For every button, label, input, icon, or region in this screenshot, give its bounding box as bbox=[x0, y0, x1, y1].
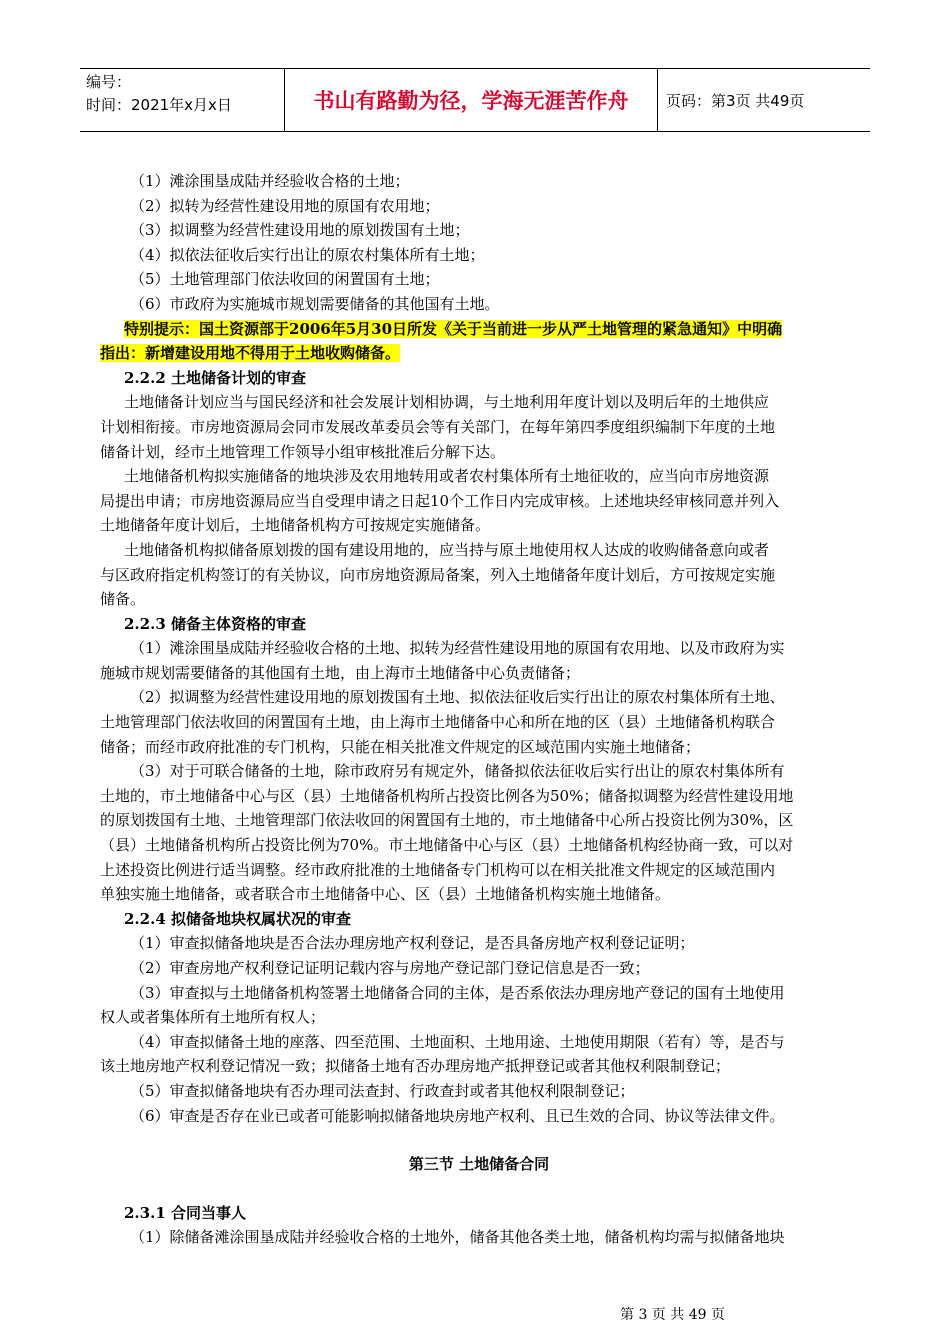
list-item: （3）审查拟与土地储备机构签署土地储备合同的主体，是否系依法办理房地产登记的国有土地使用 bbox=[130, 983, 785, 1002]
paragraph-line: （2）拟调整为经营性建设用地的原划拨国有土地、拟依法征收后实行出让的原农村集体所有土地、 bbox=[130, 688, 785, 707]
page-header bbox=[80, 68, 870, 132]
list-item: （4）审查拟储备土地的座落、四至范围、土地面积、土地用途、土地使用期限（若有）等，是否与 bbox=[130, 1032, 785, 1051]
number-label: 编号： bbox=[86, 73, 132, 91]
section-heading: 2.2.4 拟储备地块权属状况的审查 bbox=[124, 909, 351, 928]
list-item: （6）审查是否存在业已或者可能影响拟储备地块房地产权利、且已生效的合同、协议等法律文件。 bbox=[130, 1106, 785, 1125]
paragraph-line: 土地储备机构拟实施储备的地块涉及农用地转用或者农村集体所有土地征收的，应当向市房地资源 bbox=[124, 467, 770, 486]
chapter-title: 第三节 土地储备合同 bbox=[408, 1155, 550, 1174]
paragraph-line: 储备。 bbox=[100, 590, 146, 609]
paragraph-line: 土地的，市土地储备中心与区（县）土地储备机构所占投资比例各为50%；储备拟调整为经营性建设用地 bbox=[100, 786, 794, 805]
list-item: （2）拟转为经营性建设用地的原国有农用地； bbox=[130, 196, 440, 215]
list-item: （1）除储备滩涂围垦成陆并经验收合格的土地外，储备其他各类土地，储备机构均需与拟储备地块 bbox=[130, 1228, 785, 1247]
list-item: 权人或者集体所有土地所有权人； bbox=[100, 1008, 326, 1027]
paragraph-line: 局提出申请；市房地资源局应当自受理申请之日起10个工作日内完成审核。上述地块经审核同意并列入 bbox=[100, 491, 780, 510]
list-item: （4）拟依法征收后实行出让的原农村集体所有土地； bbox=[130, 245, 485, 264]
section-heading: 2.2.2 土地储备计划的审查 bbox=[124, 368, 306, 387]
list-item: （3）拟调整为经营性建设用地的原划拨国有土地； bbox=[130, 221, 470, 240]
paragraph-line: 土地储备计划应当与国民经济和社会发展计划相协调，与土地利用年度计划以及明后年的土地供应 bbox=[124, 393, 770, 412]
time-label: 时间：2021年x月x日 bbox=[86, 96, 232, 114]
list-item: （1）审查拟储备地块是否合法办理房地产权利登记，是否具备房地产权利登记证明； bbox=[130, 934, 695, 953]
header-meta bbox=[80, 69, 285, 131]
section-heading: 2.2.3 储备主体资格的审查 bbox=[124, 614, 306, 633]
paragraph-line: 施城市规划需要储备的其他国有土地，由上海市土地储备中心负责储备； bbox=[100, 663, 581, 682]
paragraph-line: 与区政府指定机构签订的有关协议，向市房地资源局备案，列入土地储备年度计划后，方可按规定实施 bbox=[100, 565, 776, 584]
special-notice-cont: 指出：新增建设用地不得用于土地收购储备。 bbox=[100, 344, 401, 363]
paragraph-line: （县）土地储备机构所占投资比例为70%。市土地储备中心与区（县）土地储备机构经协商一致，可以对 bbox=[100, 836, 794, 855]
page-indicator: 页码：第3页 共49页 bbox=[666, 91, 805, 110]
paragraph-line: （3）对于可联合储备的土地，除市政府另有规定外，储备拟依法征收后实行出让的原农村集体所有 bbox=[130, 762, 785, 781]
list-item: （5）土地管理部门依法收回的闲置国有土地； bbox=[130, 270, 440, 289]
paragraph-line: （1）滩涂围垦成陆并经验收合格的土地、拟转为经营性建设用地的原国有农用地、以及市政府为实 bbox=[130, 639, 785, 658]
document-body bbox=[100, 169, 858, 1250]
paragraph-line: 单独实施土地储备，或者联合市土地储备中心、区（县）土地储备机构实施土地储备。 bbox=[100, 885, 671, 904]
list-item: （6）市政府为实施城市规划需要储备的其他国有土地。 bbox=[130, 294, 500, 313]
paragraph-line: 计划相衔接。市房地资源局会同市发展改革委员会等有关部门，在每年第四季度组织编制下年度的土地 bbox=[100, 417, 776, 436]
paragraph-line: 储备计划，经市土地管理工作领导小组审核批准后分解下达。 bbox=[100, 442, 506, 461]
paragraph-line: 土地管理部门依法收回的闲置国有土地，由上海市土地储备中心和所在地的区（县）土地储备机构联合 bbox=[100, 713, 776, 732]
paragraph-line: 土地储备年度计划后，土地储备机构方可按规定实施储备。 bbox=[100, 516, 491, 535]
paragraph-line: 储备；而经市政府批准的专门机构，只能在相关批准文件规定的区域范围内实施土地储备； bbox=[100, 737, 701, 756]
list-item: （2）审查房地产权利登记证明记载内容与房地产登记部门登记信息是否一致； bbox=[130, 959, 650, 977]
paragraph-line: 的原划拨国有土地、土地管理部门依法收回的闲置国有土地的，市土地储备中心所占投资比例为30%，区 bbox=[100, 811, 794, 830]
special-notice: 特别提示：国土资源部于2006年5月30日所发《关于当前进一步从严土地管理的紧急通知》中明确 bbox=[124, 319, 783, 338]
list-item: （5）审查拟储备地块有否办理司法查封、行政查封或者其他权利限制登记； bbox=[130, 1081, 635, 1100]
list-item: 该土地房地产权利登记情况一致；拟储备土地有否办理房地产抵押登记或者其他权利限制登记； bbox=[100, 1057, 731, 1076]
section-heading: 2.3.1 合同当事人 bbox=[124, 1203, 246, 1222]
list-item: （1）滩涂围垦成陆并经验收合格的土地； bbox=[130, 172, 410, 190]
paragraph-line: 土地储备机构拟储备原划拨的国有建设用地的，应当持与原土地使用权人达成的收购储备意向或者 bbox=[124, 540, 770, 559]
header-motto: 书山有路勤为径，学海无涯苦作舟 bbox=[285, 69, 658, 131]
page-footer: 第 3 页 共 49 页 bbox=[620, 1307, 725, 1323]
paragraph-line: 上述投资比例进行适当调整。经市政府批准的土地储备专门机构可以在相关批准文件规定的区域范围内 bbox=[100, 860, 776, 879]
